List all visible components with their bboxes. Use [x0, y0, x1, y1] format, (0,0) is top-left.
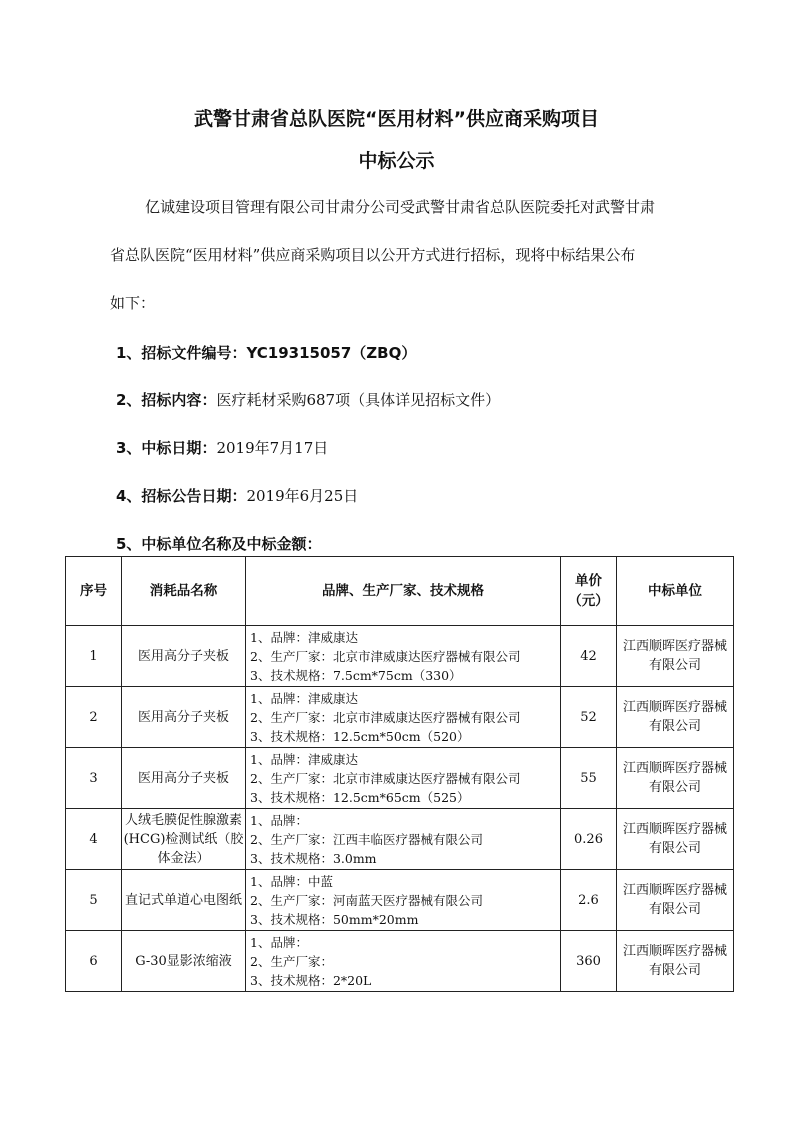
cell-winner: 江西顺晖医疗器械有限公司 — [617, 931, 734, 992]
header-no: 序号 — [66, 557, 122, 626]
cell-name: 人绒毛膜促性腺激素(HCG)检测试纸（胶体金法） — [122, 809, 246, 870]
cell-name: 医用高分子夹板 — [122, 748, 246, 809]
cell-name: 直记式单道心电图纸 — [122, 870, 246, 931]
cell-winner: 江西顺晖医疗器械有限公司 — [617, 870, 734, 931]
cell-winner: 江西顺晖医疗器械有限公司 — [617, 687, 734, 748]
item-label: 1、招标文件编号： — [116, 344, 247, 362]
item-notice-date — [116, 485, 358, 506]
intro-line-3: 如下： — [110, 294, 156, 312]
cell-name: 医用高分子夹板 — [122, 687, 246, 748]
cell-price: 0.26 — [561, 809, 617, 870]
table-row — [66, 687, 734, 748]
cell-name: 医用高分子夹板 — [122, 626, 246, 687]
table-header-row — [66, 557, 734, 626]
intro-line-1: 亿诚建设项目管理有限公司甘肃分公司受武警甘肃省总队医院委托对武警甘肃 — [145, 198, 656, 216]
cell-price: 42 — [561, 626, 617, 687]
document-title: 武警甘肃省总队医院“医用材料”供应商采购项目 — [194, 108, 599, 130]
cell-winner: 江西顺晖医疗器械有限公司 — [617, 748, 734, 809]
item-value: 2019年7月17日 — [216, 439, 329, 457]
cell-winner: 江西顺晖医疗器械有限公司 — [617, 626, 734, 687]
cell-spec: 1、品牌：津威康达 2、生产厂家：北京市津威康达医疗器械有限公司 3、技术规格：7.5cm*75cm（330） — [246, 626, 561, 687]
item-value: 2019年6月25日 — [246, 487, 359, 505]
table-row — [66, 931, 734, 992]
table-row — [66, 809, 734, 870]
table-row — [66, 870, 734, 931]
document-subtitle: 中标公示 — [358, 150, 435, 172]
item-award-date — [116, 437, 328, 458]
item-bid-number — [116, 342, 416, 363]
item-label: 5、中标单位名称及中标金额： — [116, 535, 322, 553]
intro-line-2: 省总队医院“医用材料”供应商采购项目以公开方式进行招标，现将中标结果公布 — [110, 246, 636, 264]
cell-no: 3 — [66, 748, 122, 809]
item-bid-content — [116, 389, 500, 410]
table-row — [66, 748, 734, 809]
cell-no: 2 — [66, 687, 122, 748]
cell-spec: 1、品牌：中蓝 2、生产厂家：河南蓝天医疗器械有限公司 3、技术规格：50mm*20mm — [246, 870, 561, 931]
cell-spec: 1、品牌： 2、生产厂家： 3、技术规格：2*20L — [246, 931, 561, 992]
item-value: YC19315057（ZBQ） — [246, 344, 417, 362]
cell-no: 4 — [66, 809, 122, 870]
item-label: 4、招标公告日期： — [116, 487, 247, 505]
table-row — [66, 626, 734, 687]
cell-price: 360 — [561, 931, 617, 992]
item-label: 2、招标内容： — [116, 391, 217, 409]
item-winner-heading — [116, 533, 321, 554]
cell-price: 52 — [561, 687, 617, 748]
award-table — [65, 556, 734, 992]
header-spec: 品牌、生产厂家、技术规格 — [246, 557, 561, 626]
cell-spec: 1、品牌：津威康达 2、生产厂家：北京市津威康达医疗器械有限公司 3、技术规格：12.5cm*65cm（525） — [246, 748, 561, 809]
header-name: 消耗品名称 — [122, 557, 246, 626]
item-label: 3、中标日期： — [116, 439, 217, 457]
cell-no: 1 — [66, 626, 122, 687]
cell-spec: 1、品牌：津威康达 2、生产厂家：北京市津威康达医疗器械有限公司 3、技术规格：12.5cm*50cm（520） — [246, 687, 561, 748]
header-winner: 中标单位 — [617, 557, 734, 626]
item-value: 医疗耗材采购687项（具体详见招标文件） — [216, 391, 501, 409]
header-price: 单价 （元） — [561, 557, 617, 626]
cell-no: 5 — [66, 870, 122, 931]
cell-price: 2.6 — [561, 870, 617, 931]
cell-winner: 江西顺晖医疗器械有限公司 — [617, 809, 734, 870]
cell-spec: 1、品牌： 2、生产厂家：江西丰临医疗器械有限公司 3、技术规格：3.0mm — [246, 809, 561, 870]
cell-price: 55 — [561, 748, 617, 809]
cell-name: G-30显影浓缩液 — [122, 931, 246, 992]
cell-no: 6 — [66, 931, 122, 992]
